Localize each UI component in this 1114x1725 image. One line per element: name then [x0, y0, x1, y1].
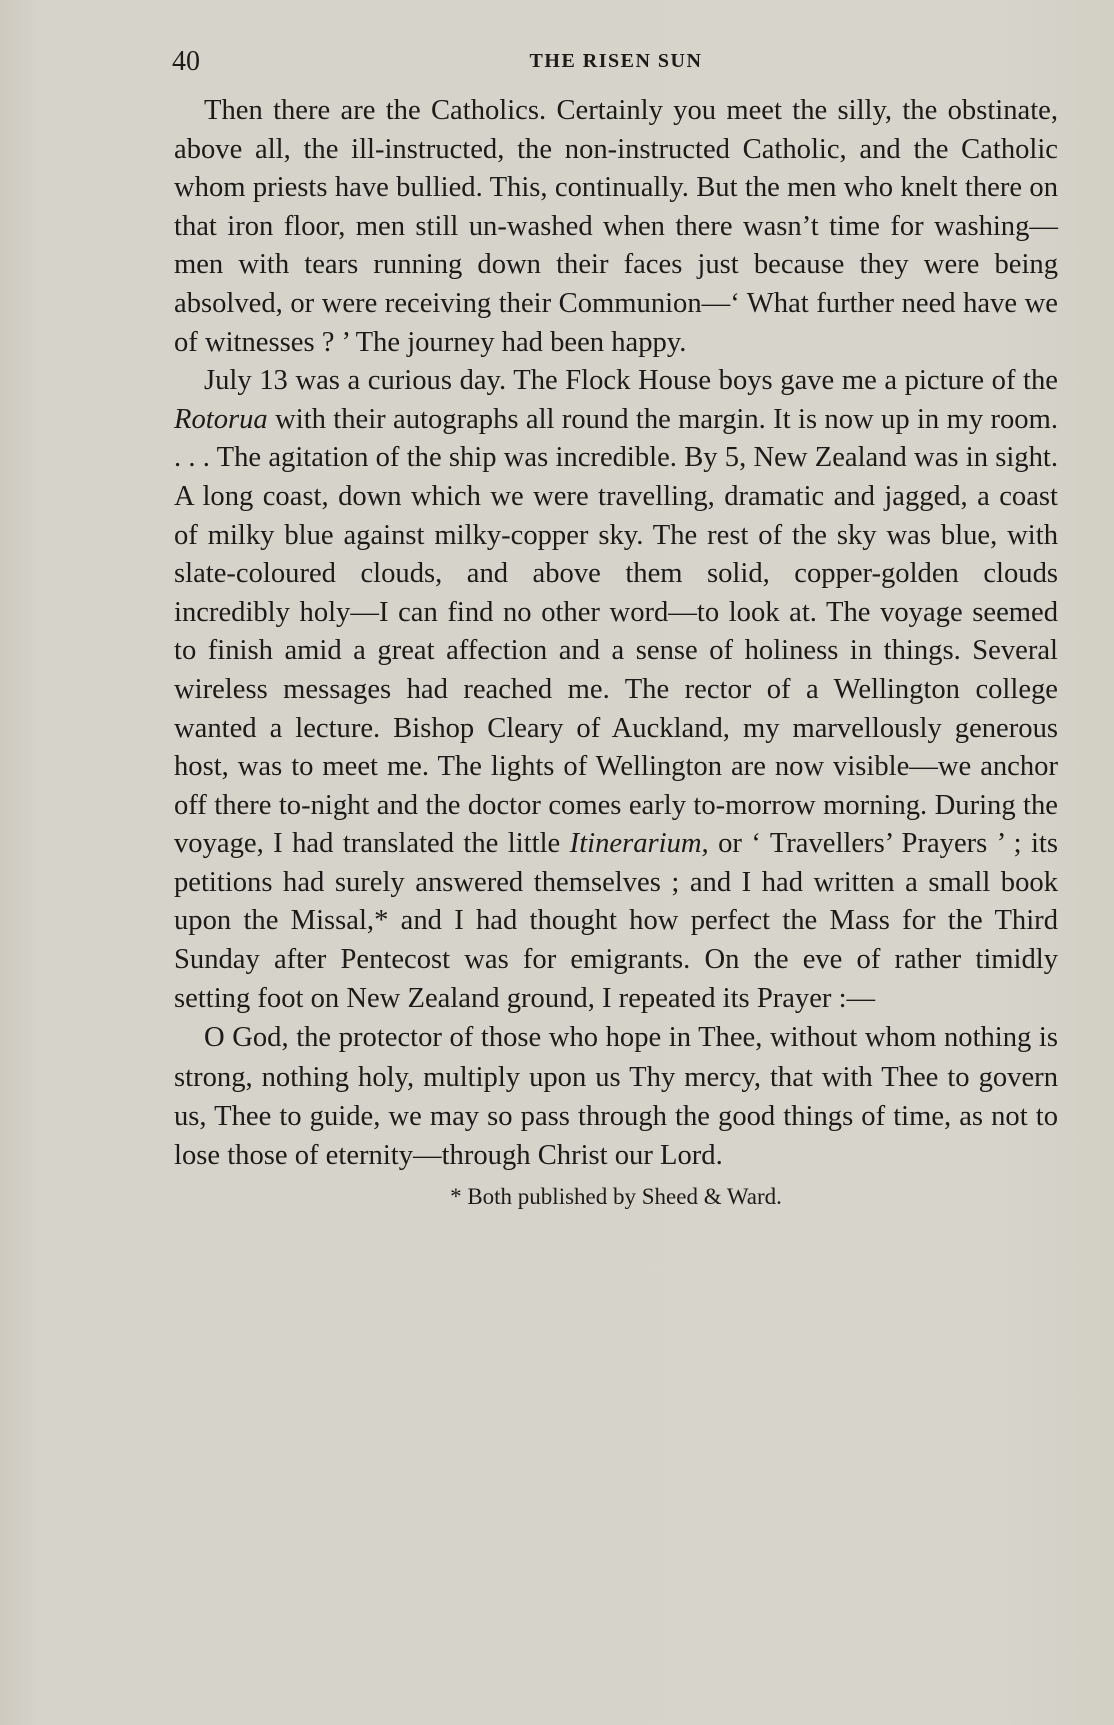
- body-text: [174, 92, 1058, 1212]
- page-number: 40: [172, 46, 200, 77]
- ship-name: Rotorua: [174, 403, 268, 435]
- running-title: THE RISEN SUN: [529, 50, 703, 72]
- book-title: Itinerarium,: [569, 828, 709, 860]
- running-head: [172, 46, 1060, 82]
- paragraph-text: with their autographs all round the margin. It is now up in my room. . . . The agitation of the ship was incredible. By 5, New Zealand was in sight. A long coast, down which we were travelling, dramatic and jagged, a coast of milky blue against milky-copper sky. The rest of the sky was blue, with slate-coloured clouds, and above them solid, copper-golden clouds incredibly holy—I can find no other word—to look at. The voyage seemed to finish amid a great affection and a sense of holiness in things. Several wireless messages had reached me. The rector of a Wellington college wanted a lecture. Bishop Cleary of Auckland, my marvellously generous host, was to meet me. The lights of Wellington are now visible—we anchor off there to-night and the doctor comes early to-morrow morning. During the voyage, I had translated the little: [174, 403, 1058, 860]
- paragraph-july-13: [174, 362, 1058, 1018]
- paragraph-text: July 13 was a curious day. The Flock House boys gave me a picture of the: [204, 365, 1058, 397]
- paragraph-text: or ‘ Travellers’ Prayers ’ ; its petitions had surely answered themselves ; and I had written a small book upon the Missal,* and I had thought how perfect the Mass for the Third Sunday after Pentecost was for emigrants. On the eve of rather timidly setting foot on New Zealand ground, I repeated its Prayer :—: [174, 828, 1058, 1014]
- prayer-quote: O God, the protector of those who hope in Thee, without whom nothing is strong, nothing holy, multiply upon us Thy mercy, that with Thee to govern us, Thee to guide, we may so pass through the good things of time, as not to lose those of eternity—through Christ our Lord.: [174, 1022, 1058, 1172]
- footnote: * Both published by Sheed & Ward.: [450, 1183, 782, 1209]
- paragraph-catholics: Then there are the Catholics. Certainly you meet the silly, the obstinate, above all, the ill-instructed, the non-instructed Catholic, and the Catholic whom priests have bullied. This, continually. But the men who knelt there on that iron floor, men still un-washed when there wasn’t time for washing—men with tears running down their faces just because they were being absolved, or were receiving their Communion—‘ What further need have we of witnesses ? ’ The journey had been happy.: [174, 95, 1058, 358]
